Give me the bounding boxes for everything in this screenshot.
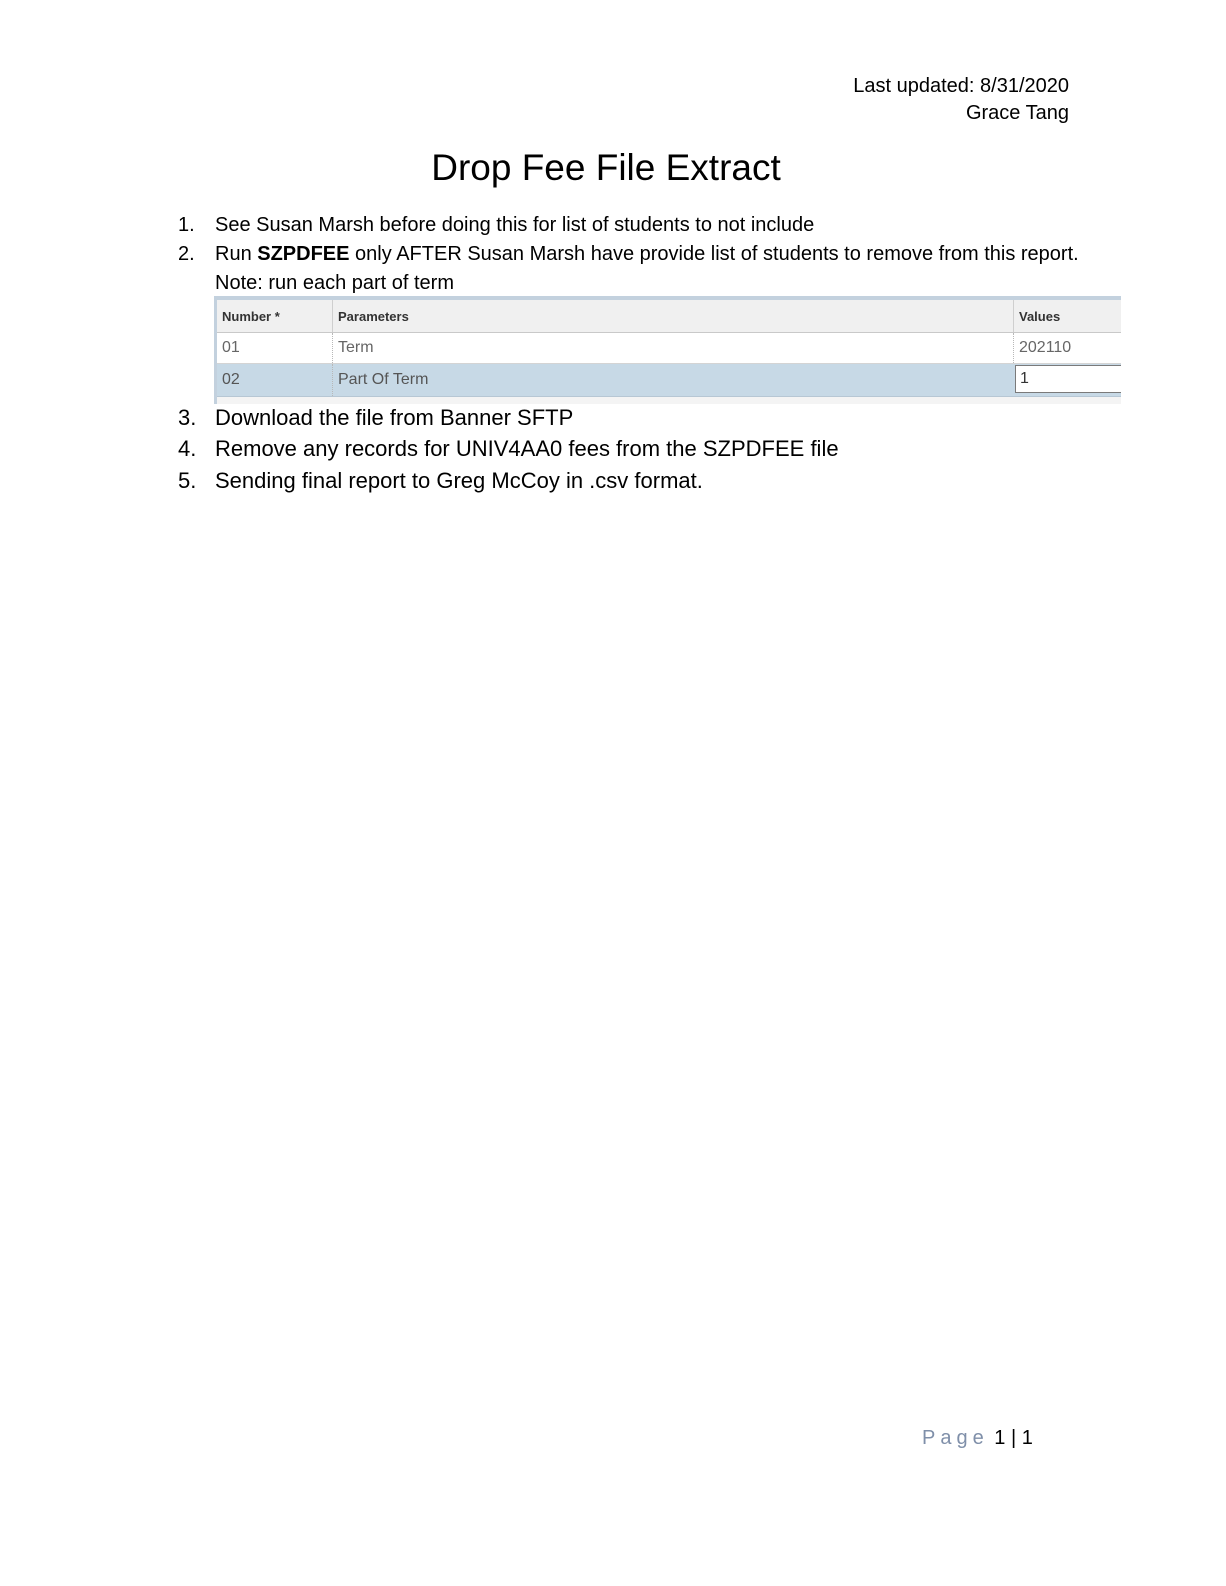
list-item-text: Remove any records for UNIV4AA0 fees from the SZPDFEE file [215,436,839,461]
list-item-number: 2. [178,243,195,265]
row-number: 01 [222,339,240,356]
list-item [178,466,703,496]
table-row[interactable] [217,333,1121,364]
row-parameter: Term [332,333,1013,363]
grid-header-row [217,300,1121,333]
list-item [178,211,814,239]
document-meta [853,73,1069,127]
list-item [178,403,573,433]
column-header-values[interactable]: Values [1013,300,1121,332]
parameter-grid [214,296,1121,404]
page-label: Page [922,1427,989,1449]
list-item [178,434,839,464]
table-row-selected[interactable] [217,364,1121,397]
list-item [178,240,1079,268]
list-item-text: Sending final report to Greg McCoy in .csv format. [215,468,703,493]
page-number: 1 | 1 [994,1427,1033,1449]
list-item-number: 4. [178,436,197,461]
page-title: Drop Fee File Extract [431,147,781,188]
author-name: Grace Tang [965,102,1069,124]
column-header-number[interactable]: Number * [222,308,280,324]
report-name: SZPDFEE [257,243,350,265]
row-number: 02 [222,371,240,388]
list-item-number: 1. [178,214,195,236]
list-item-text: Download the file from Banner SFTP [215,405,574,430]
list-item-number: 5. [178,468,197,493]
value-input[interactable] [1015,365,1121,393]
column-header-parameters[interactable]: Parameters [332,300,1013,332]
row-parameter: Part Of Term [332,364,1013,396]
list-item-note: Note: run each part of term [215,272,455,294]
row-value[interactable]: 202110 [1013,333,1121,363]
list-item-number: 3. [178,405,197,430]
list-item-text-suffix: only AFTER Susan Marsh have provide list of students to remove from this report. [349,243,1079,265]
last-updated-text: Last updated: 8/31/2020 [853,75,1069,97]
list-item-text: See Susan Marsh before doing this for list of students to not include [215,214,815,236]
list-item-text-prefix: Run [215,243,258,265]
page-footer [922,1424,1033,1452]
